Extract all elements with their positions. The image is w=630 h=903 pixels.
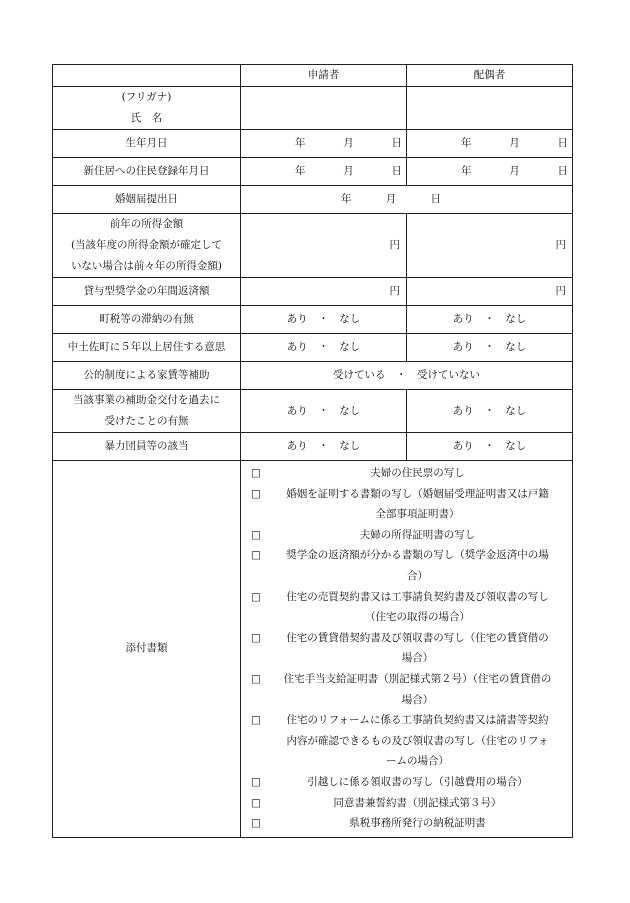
- tax-label: 町税等の滞納の有無: [53, 306, 241, 334]
- doc-item-line: 場合）: [401, 652, 434, 665]
- doc-item-line: 同意書兼誓約書（別記様式第３号）: [333, 796, 502, 809]
- income-label: 前年の所得金額 (当該年度の所得金額が確定して いない場合は前々年の所得金額): [53, 214, 241, 278]
- subsidy-label: 当該事業の補助金交付を過去に 受けたことの有無: [53, 390, 241, 433]
- doc-item-line: 合）: [407, 569, 428, 582]
- doc-item[interactable]: [245, 525, 568, 546]
- doc-item[interactable]: [245, 484, 568, 525]
- spouse-gang-choice[interactable]: あり ・ なし: [407, 433, 573, 461]
- doc-item-line: 住宅の売買契約書又は工事請負契約書及び領収書の写し: [286, 590, 549, 603]
- spouse-tax-choice[interactable]: あり ・ なし: [407, 306, 573, 334]
- residence-label: 新住居への住民登録年月日: [53, 158, 241, 186]
- spouse-name-field[interactable]: [407, 87, 573, 130]
- checkbox-icon[interactable]: □: [251, 796, 261, 809]
- applicant-tax-choice[interactable]: あり ・ なし: [241, 306, 407, 334]
- doc-item-text: [267, 463, 568, 484]
- doc-item[interactable]: [245, 772, 568, 793]
- doc-item[interactable]: [245, 463, 568, 484]
- doc-item-text: [267, 772, 568, 793]
- doc-item-text: [267, 628, 568, 669]
- spouse-residence-field[interactable]: 年 月 日: [407, 158, 573, 186]
- docs-label: 添付書類: [53, 461, 241, 838]
- checkbox-icon[interactable]: □: [251, 467, 261, 479]
- birth-label: 生年月日: [53, 130, 241, 158]
- doc-item-line: 内容が確認できるもの及び領収書の写し（住宅のリフォ: [286, 734, 549, 747]
- spouse-subsidy-choice[interactable]: あり ・ なし: [407, 390, 573, 433]
- doc-item-line: 婚姻を証明する書類の写し（婚姻届受理証明書又は戸籍: [286, 487, 549, 500]
- header-applicant: 申請者: [241, 65, 407, 87]
- doc-item-line: 奨学金の返済額が分かる書類の写し（奨学金返済中の場: [286, 549, 549, 562]
- doc-item-text: [267, 710, 568, 772]
- applicant-loan-field[interactable]: 円: [241, 278, 407, 306]
- checkbox-icon[interactable]: □: [251, 528, 261, 541]
- doc-item-line: 夫婦の所得証明書の写し: [359, 528, 476, 541]
- corner-cell: [53, 65, 241, 87]
- gang-label: 暴力団員等の該当: [53, 433, 241, 461]
- doc-item-line: 住宅の賃貸借契約書及び領収書の写し（住宅の賃貸借の: [286, 631, 549, 644]
- doc-item-text: [267, 545, 568, 586]
- doc-item[interactable]: [245, 710, 568, 772]
- doc-item-text: [267, 669, 568, 710]
- marriage-label: 婚姻届提出日: [53, 186, 241, 214]
- applicant-live-choice[interactable]: あり ・ なし: [241, 334, 407, 362]
- doc-item-text: [267, 813, 568, 834]
- checkbox-icon[interactable]: □: [251, 817, 261, 830]
- doc-item[interactable]: [245, 628, 568, 669]
- loan-label: 貸与型奨学金の年間返済額: [53, 278, 241, 306]
- doc-item[interactable]: [245, 669, 568, 710]
- header-spouse: 配偶者: [407, 65, 573, 87]
- doc-item-line: 住宅手当支給証明書（別記様式第２号）（住宅の賃貸借の: [283, 672, 552, 685]
- rent-label: 公的制度による家賃等補助: [53, 362, 241, 390]
- checkbox-icon[interactable]: □: [251, 775, 261, 788]
- doc-item-line: 住宅のリフォームに係る工事請負契約書又は請書等契約: [286, 714, 549, 727]
- doc-item[interactable]: [245, 793, 568, 814]
- rent-choice[interactable]: 受けている ・ 受けていない: [241, 362, 573, 390]
- doc-item-line: （住宅の取得の場合）: [365, 611, 470, 624]
- checkbox-icon[interactable]: □: [251, 590, 261, 603]
- doc-item[interactable]: [245, 545, 568, 586]
- doc-item-text: [267, 793, 568, 814]
- spouse-live-choice[interactable]: あり ・ なし: [407, 334, 573, 362]
- checkbox-icon[interactable]: □: [251, 631, 261, 644]
- name-label: [53, 87, 241, 130]
- applicant-gang-choice[interactable]: あり ・ なし: [241, 433, 407, 461]
- applicant-income-field[interactable]: 円: [241, 214, 407, 278]
- spouse-loan-field[interactable]: 円: [407, 278, 573, 306]
- spouse-income-field[interactable]: 円: [407, 214, 573, 278]
- doc-item[interactable]: [245, 587, 568, 628]
- doc-item-text: [267, 484, 568, 525]
- name-label-text: 氏 名: [130, 112, 163, 124]
- doc-item-text: [267, 525, 568, 546]
- live-label: 中土佐町に５年以上居住する意思: [53, 334, 241, 362]
- checkbox-icon[interactable]: □: [251, 714, 261, 727]
- doc-item-line: 県税事務所発行の納税証明書: [349, 817, 486, 830]
- doc-item-text: [267, 587, 568, 628]
- checkbox-icon[interactable]: □: [251, 672, 261, 685]
- marriage-date-field[interactable]: 年 月 日: [241, 186, 573, 214]
- doc-item-line: 引越しに係る領収書の写し（引越費用の場合）: [307, 775, 528, 788]
- doc-item-line: 全部事項証明書）: [375, 508, 460, 521]
- applicant-residence-field[interactable]: 年 月 日: [241, 158, 407, 186]
- doc-item[interactable]: [245, 813, 568, 834]
- applicant-subsidy-choice[interactable]: あり ・ なし: [241, 390, 407, 433]
- checkbox-icon[interactable]: □: [251, 487, 261, 500]
- doc-item-line: 夫婦の住民票の写し: [370, 467, 465, 479]
- doc-item-line: 場合）: [401, 693, 434, 706]
- spouse-birth-field[interactable]: 年 月 日: [407, 130, 573, 158]
- application-form-table: [52, 64, 573, 838]
- checkbox-icon[interactable]: □: [251, 549, 261, 562]
- applicant-name-field[interactable]: [241, 87, 407, 130]
- doc-item-line: ームの場合）: [386, 755, 449, 768]
- applicant-birth-field[interactable]: 年 月 日: [241, 130, 407, 158]
- docs-checklist: [241, 461, 573, 838]
- name-kana-label: (フリガナ): [121, 91, 172, 103]
